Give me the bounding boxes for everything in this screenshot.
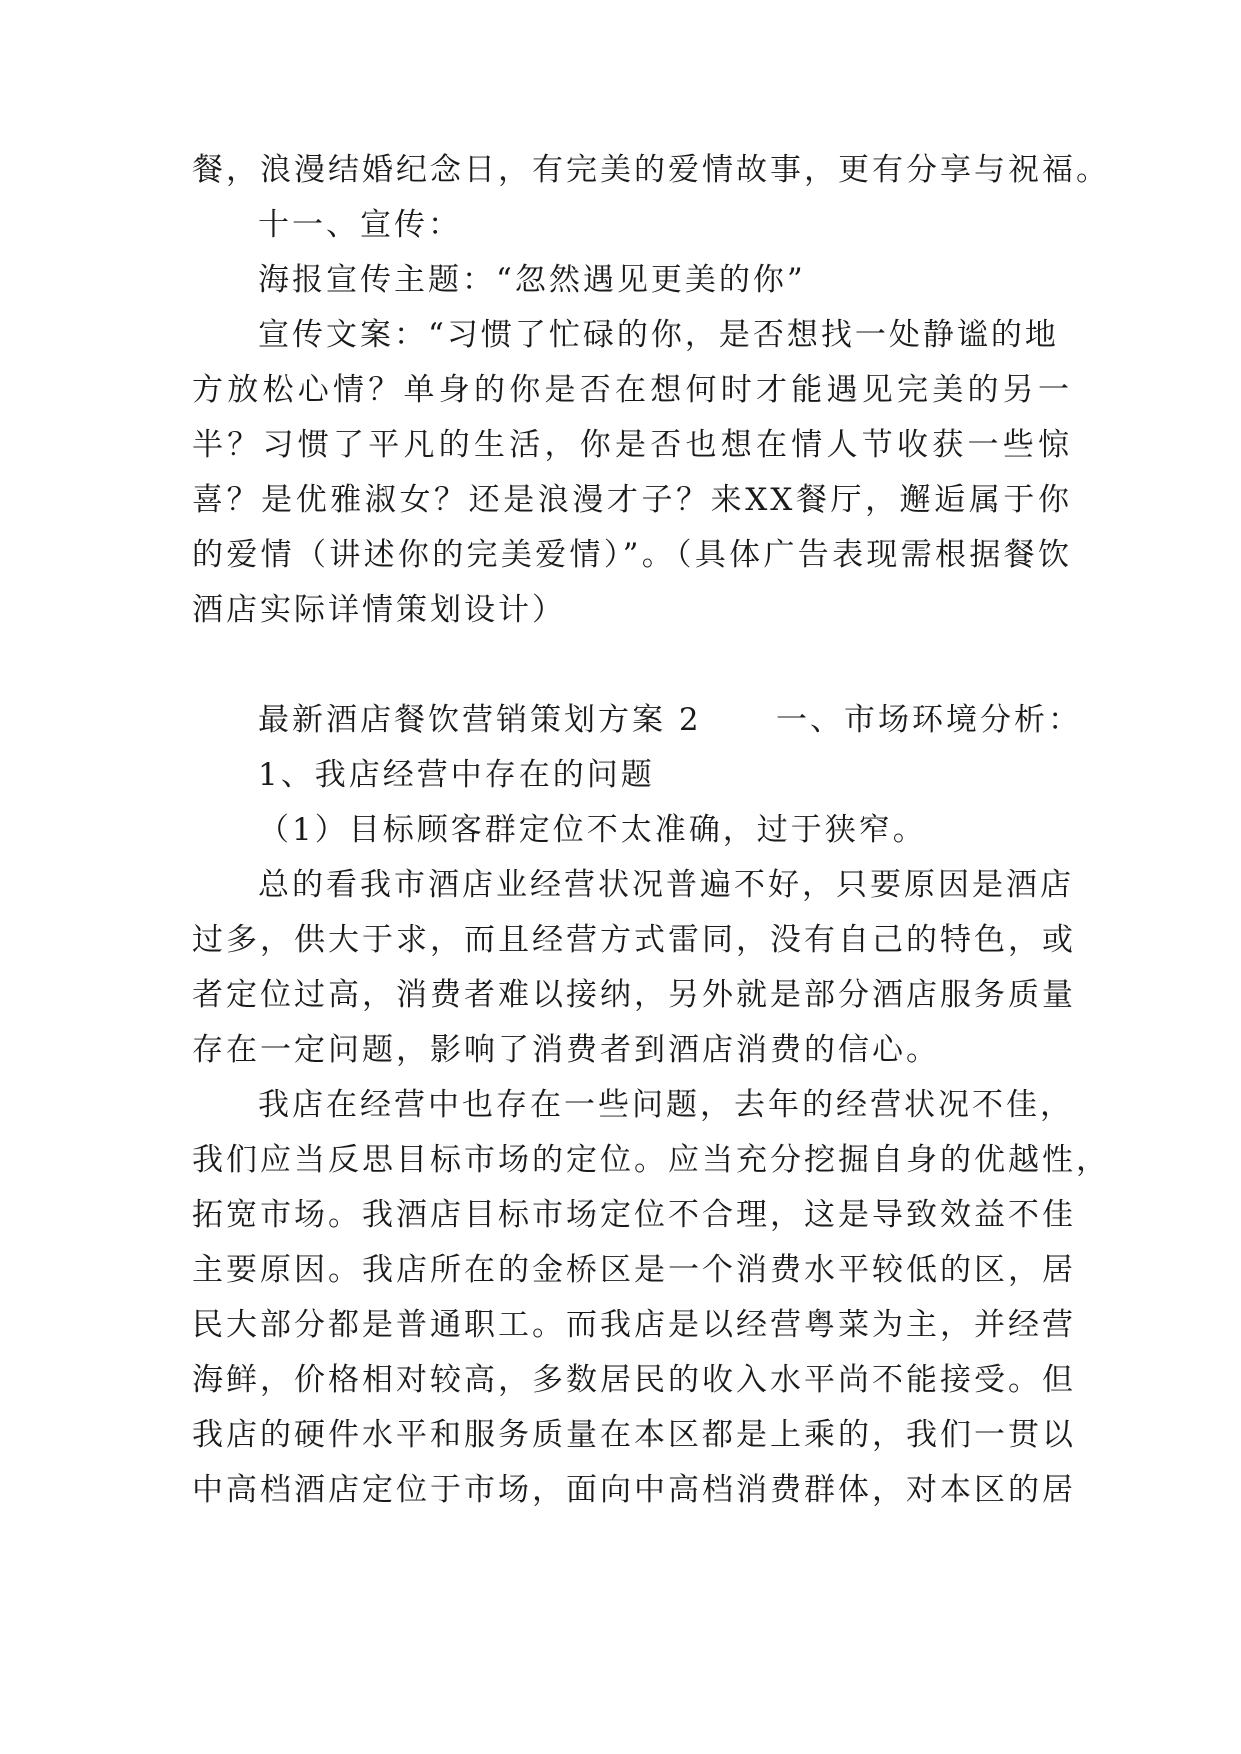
plan-title: 最新酒店餐饮营销策划方案 2	[258, 702, 702, 738]
paragraph-line: 中高档酒店定位于市场，面向中高档消费群体，对本区的居	[192, 1472, 1076, 1508]
paragraph-line: 主要原因。我店所在的金桥区是一个消费水平较低的区，居	[192, 1252, 1076, 1288]
paragraph-line: 总的看我市酒店业经营状况普遍不好，只要原因是酒店	[258, 867, 1074, 903]
section-heading: 十一、宣传：	[258, 207, 462, 243]
paragraph-line: 我店在经营中也存在一些问题，去年的经营状况不佳，	[258, 1087, 1074, 1123]
section-heading: 一、市场环境分析：	[776, 702, 1082, 738]
list-item: （1）目标顾客群定位不太准确，过于狭窄。	[258, 812, 927, 848]
paragraph-line: 方放松心情？单身的你是否在想何时才能遇见完美的另一	[192, 372, 1072, 408]
paragraph-line: 我们应当反思目标市场的定位。应当充分挖掘自身的优越性，	[192, 1142, 1110, 1178]
paragraph-line: 者定位过高，消费者难以接纳，另外就是部分酒店服务质量	[192, 977, 1076, 1013]
subsection-heading: 1、我店经营中存在的问题	[258, 757, 655, 793]
paragraph-line: 的爱情（讲述你的完美爱情）”。（具体广告表现需根据餐饮	[192, 537, 1072, 573]
paragraph-line: 半？习惯了平凡的生活，你是否也想在情人节收获一些惊	[192, 427, 1072, 463]
paragraph-line: 喜？是优雅淑女？还是浪漫才子？来XX餐厅，邂逅属于你	[192, 482, 1072, 518]
paragraph-line: 拓宽市场。我酒店目标市场定位不合理，这是导致效益不佳	[192, 1197, 1076, 1233]
poster-theme-line: 海报宣传主题：“忽然遇见更美的你”	[258, 262, 806, 298]
paragraph-line: 存在一定问题，影响了消费者到酒店消费的信心。	[192, 1032, 940, 1068]
paragraph-line: 过多，供大于求，而且经营方式雷同，没有自己的特色，或	[192, 922, 1076, 958]
paragraph-line: 我店的硬件水平和服务质量在本区都是上乘的，我们一贯以	[192, 1417, 1076, 1453]
paragraph-line: 餐，浪漫结婚纪念日，有完美的爱情故事，更有分享与祝福。	[192, 152, 1110, 188]
paragraph-line: 民大部分都是普通职工。而我店是以经营粤菜为主，并经营	[192, 1307, 1076, 1343]
paragraph-line: 海鲜，价格相对较高，多数居民的收入水平尚不能接受。但	[192, 1362, 1076, 1398]
paragraph-line: 酒店实际详情策划设计）	[192, 592, 566, 628]
paragraph-line: 宣传文案：“习惯了忙碌的你，是否想找一处静谧的地	[258, 317, 1059, 353]
